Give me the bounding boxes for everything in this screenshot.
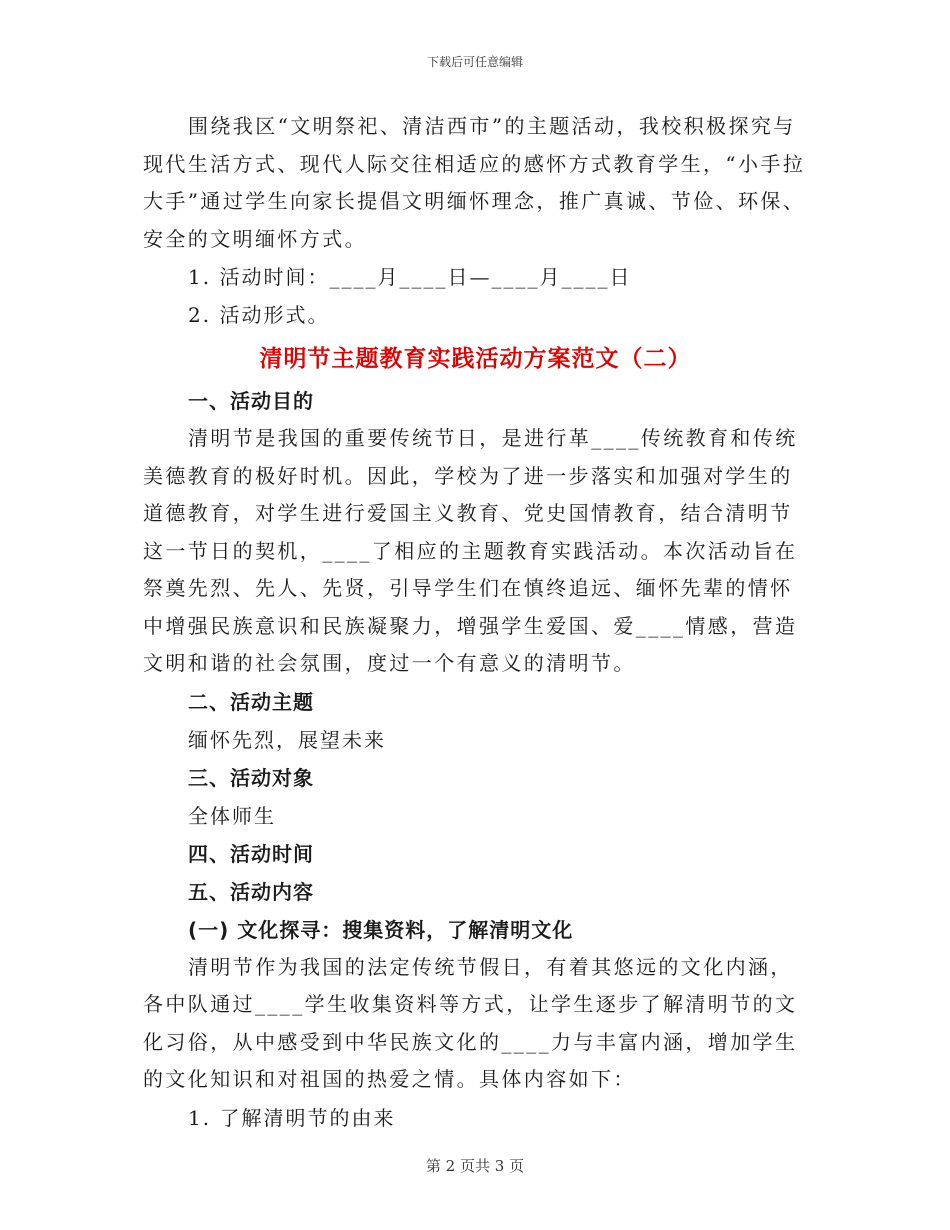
culture-paragraph: 清明节作为我国的法定传统节假日，有着其悠远的文化内涵，各中队通过____学生收集资料等方式，让学生逐步了解清明节的文化习俗，从中感受到中华民族文化的____力与丰富内涵，增加学生的文化知识和对祖国的热爱之情。具体内容如下：: [143, 954, 798, 1091]
intro-item-activity-time: 1. 活动时间：____月____日—____月____日: [188, 265, 632, 289]
intro-item-activity-form: 2. 活动形式。: [188, 303, 330, 327]
heading-audience: 三、活动对象: [188, 765, 314, 790]
page-footer: 第 2 页共 3 页: [425, 1157, 525, 1175]
intro-paragraph: 围绕我区“文明祭祀、清洁西市”的主题活动，我校积极探究与现代生活方式、现代人际交往相适应的感怀方式教育学生，“小手拉大手”通过学生向家长提倡文明缅怀理念，推广真诚、节俭、环保、安全的文明缅怀方式。: [143, 114, 806, 251]
heading-time: 四、活动时间: [188, 841, 314, 866]
purpose-paragraph: 清明节是我国的重要传统节日，是进行革____传统教育和传统美德教育的极好时机。因此，学校为了进一步落实和加强对学生的道德教育，对学生进行爱国主义教育、党史国情教育，结合清明节这一节日的契机，____了相应的主题教育实践活动。本次活动旨在祭奠先烈、先人、先贤，引导学生们在慎终追远、缅怀先辈的情怀中增强民族意识和民族凝聚力，增强学生爱国、爱____情感，营造文明和谐的社会氛围，度过一个有意义的清明节。: [143, 426, 798, 675]
heading-theme: 二、活动主题: [188, 689, 314, 714]
page-header: 下载后可任意编辑: [426, 55, 523, 69]
section-title: 清明节主题教育实践活动方案范文（二）: [259, 346, 692, 372]
culture-item-origin: 1. 了解清明节的由来: [188, 1105, 396, 1130]
subheading-culture: (一) 文化探寻：搜集资料，了解清明文化: [188, 917, 574, 942]
document-body: [143, 108, 808, 1137]
heading-content: 五、活动内容: [188, 879, 314, 904]
audience-text: 全体师生: [188, 803, 276, 828]
heading-purpose: 一、活动目的: [188, 389, 314, 413]
theme-text: 缅怀先烈，展望未来: [188, 727, 386, 752]
